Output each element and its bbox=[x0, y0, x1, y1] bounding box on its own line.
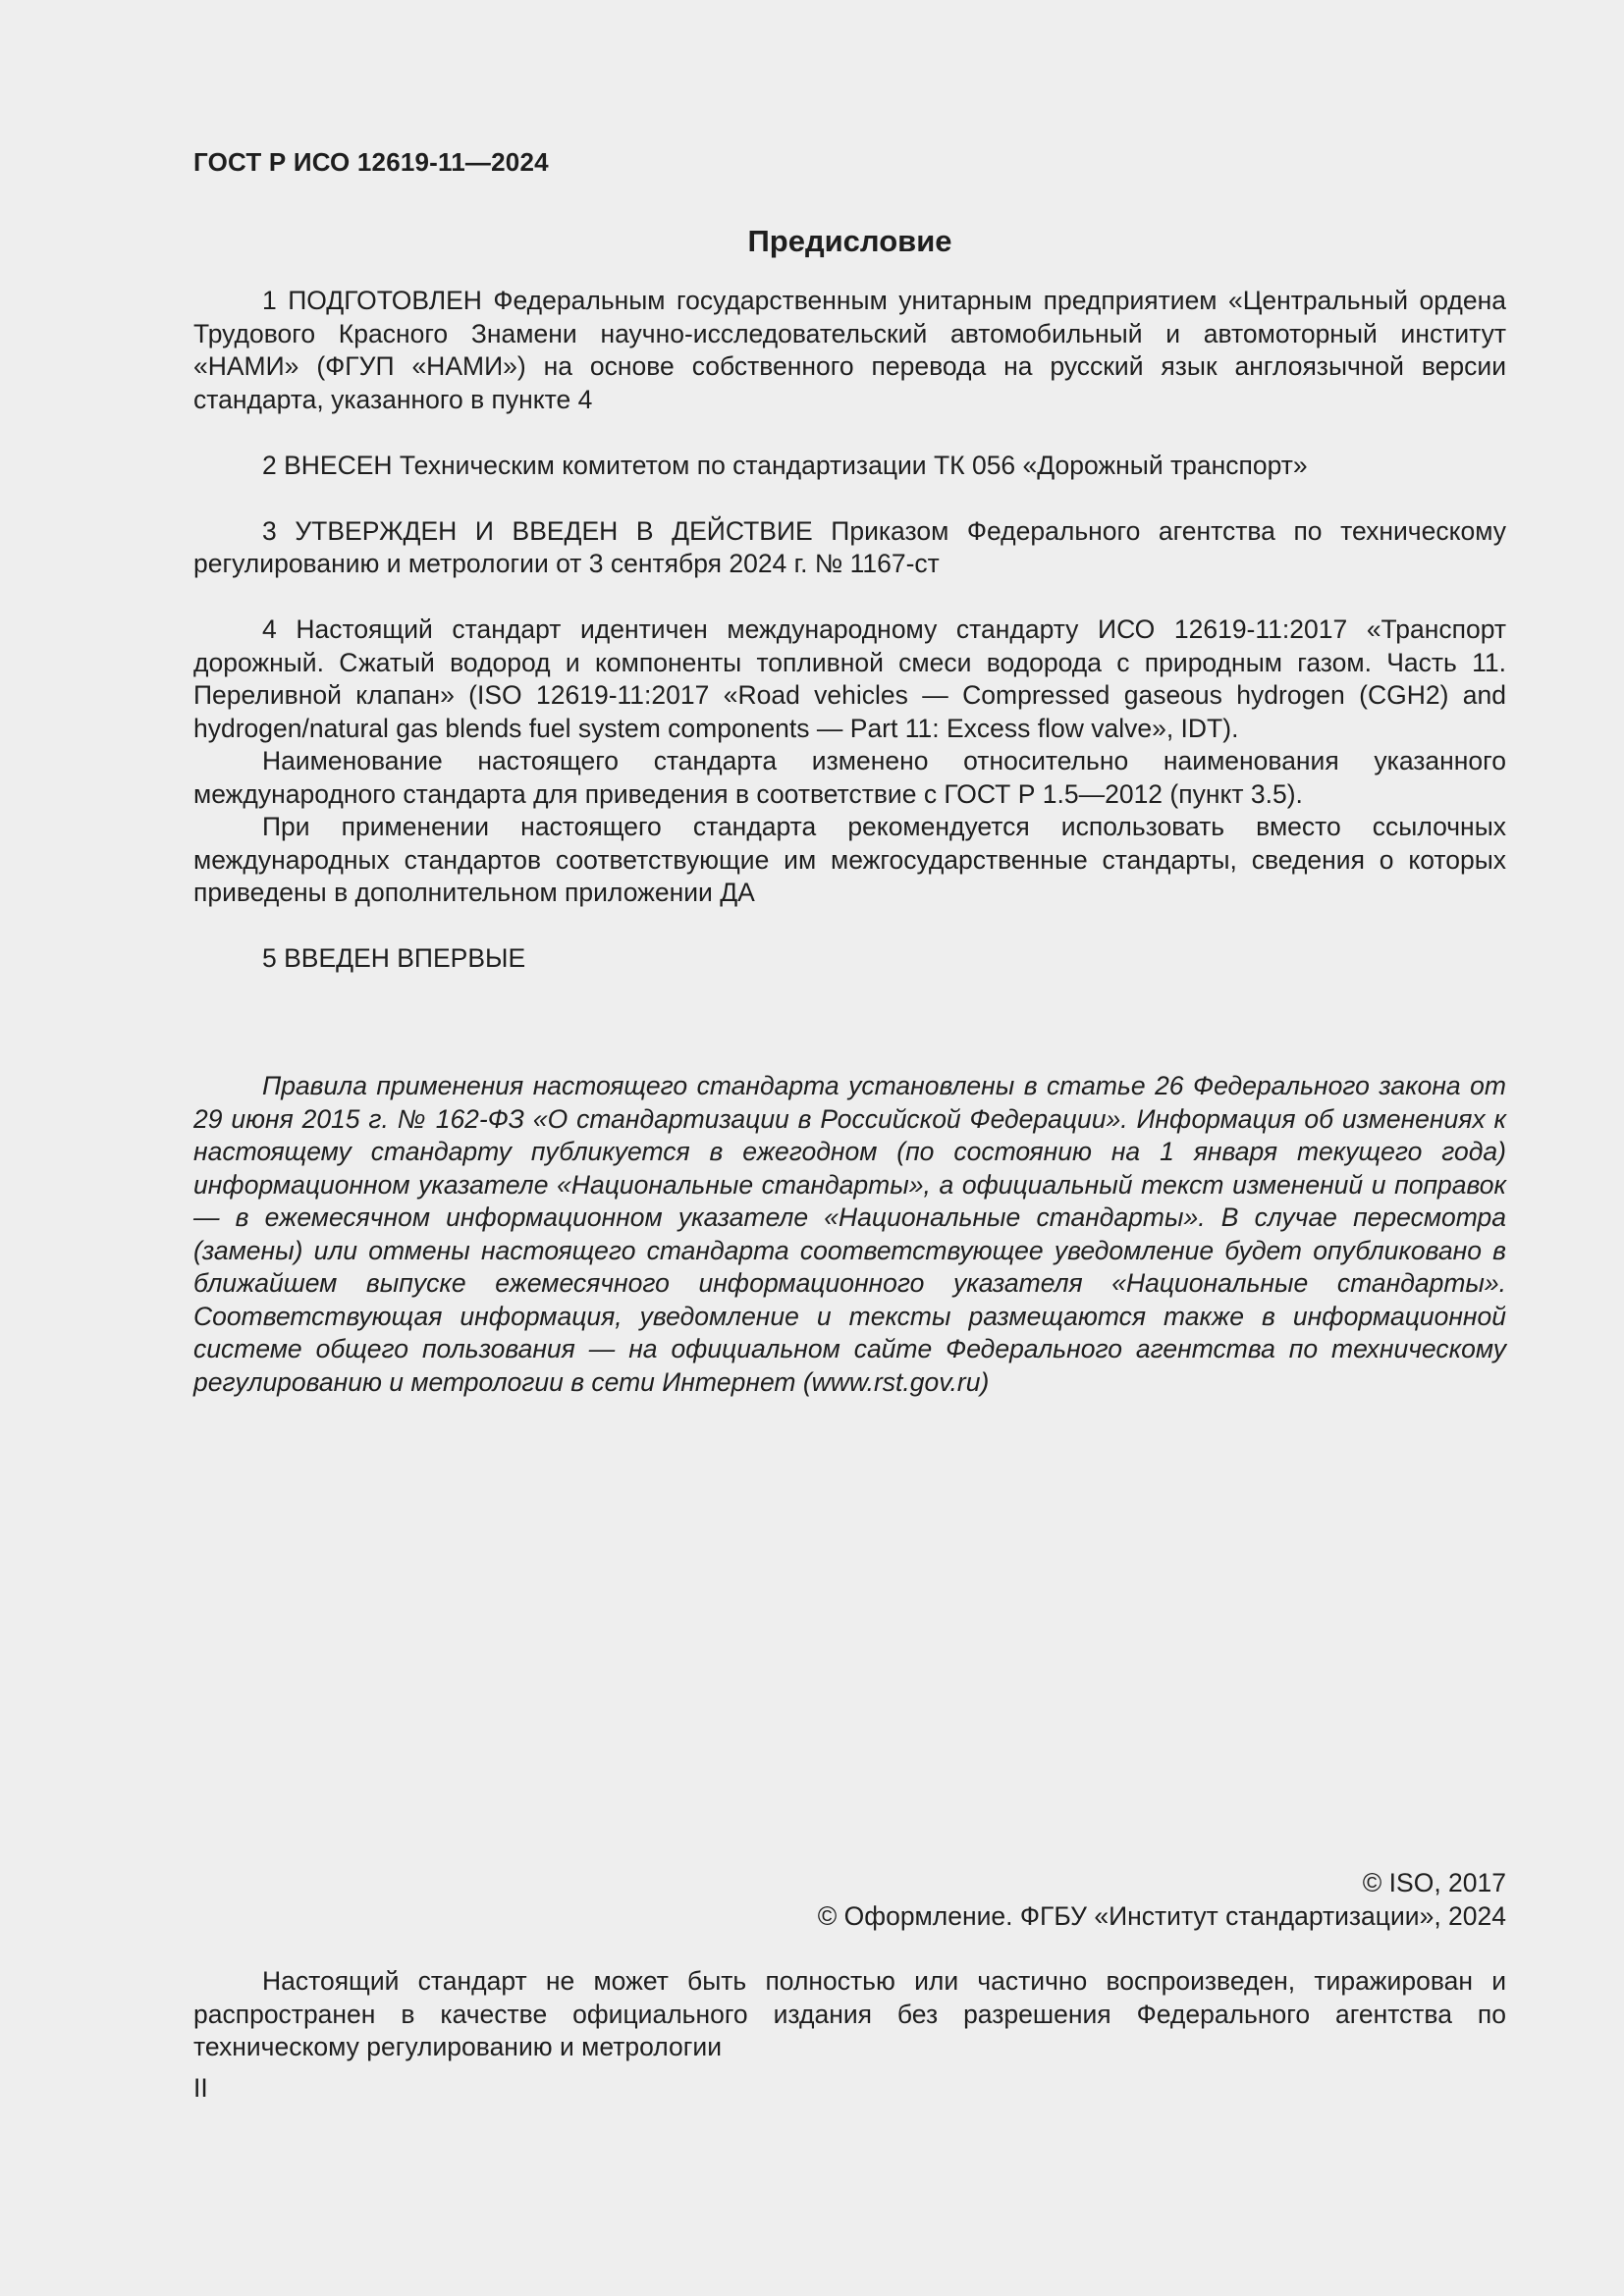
reproduction-notice: Настоящий стандарт не может быть полностью или частично воспроизведен, тиражирован и распространен в качестве официального издания без разрешения Федерального агентства по техническому регулированию и метрологии bbox=[193, 1966, 1506, 2061]
copyright-design: © Оформление. ФГБУ «Институт стандартизации», 2024 bbox=[817, 1900, 1506, 1931]
paragraph-5: 5 ВВЕДЕН ВПЕРВЫЕ bbox=[262, 943, 526, 973]
paragraph-3: 3 УТВЕРЖДЕН И ВВЕДЕН В ДЕЙСТВИЕ Приказом Федерального агентства по техническому регулированию и метрологии от 3 сентября 2024 г. № 1167-ст bbox=[193, 515, 1506, 578]
page-title: Предисловие bbox=[747, 224, 952, 258]
paragraph-4: 4 Настоящий стандарт идентичен международному стандарту ИСО 12619-11:2017 «Транспорт дорожный. Сжатый водород и компоненты топливной смеси водорода с природным газом. Часть 11. Переливной клапан» (ISO 12619-11:2017 «Road vehicles — Compressed gaseous hydrogen (CGH2) and hydrogen/natural gas blends fuel system components — Part 11: Excess flow valve», IDT). bbox=[193, 614, 1506, 743]
copyright-iso: © ISO, 2017 bbox=[1362, 1868, 1506, 1897]
foreword-body bbox=[193, 285, 1506, 976]
paragraph-1: 1 ПОДГОТОВЛЕН Федеральным государственным унитарным предприятием «Центральный ордена Трудового Красного Знамени научно-исследовательский автомобильный и автомоторный институт «НАМИ» (ФГУП «НАМИ») на основе собственного перевода на русский язык англоязычной версии стандарта, указанного в пункте 4 bbox=[193, 286, 1506, 414]
document-header: ГОСТ Р ИСО 12619-11—2024 bbox=[193, 147, 549, 177]
paragraph-2: 2 ВНЕСЕН Техническим комитетом по стандартизации ТК 056 «Дорожный транспорт» bbox=[262, 450, 1308, 480]
page-number: II bbox=[193, 2073, 208, 2103]
copyright-block bbox=[193, 1867, 1506, 1933]
paragraph-4-reference-note: При применении настоящего стандарта рекомендуется использовать вместо ссылочных международных стандартов соответствующие им межгосударственные стандарты, сведения о которых приведены в дополнительном приложении ДА bbox=[193, 812, 1506, 907]
rules-note: Правила применения настоящего стандарта установлены в статье 26 Федерального закона от 29 июня 2015 г. № 162-ФЗ «О стандартизации в Российской Федерации». Информация об изменениях к настоящему стандарту публикуется в ежегодном (по состоянию на 1 января текущего года) информационном указателе «Национальные стандарты», а официальный текст изменений и поправок — в ежемесячном информационном указателе «Национальные стандарты». В случае пересмотра (замены) или отмены настоящего стандарта соответствующее уведомление будет опубликовано в ближайшем выпуске ежемесячного информационного указателя «Национальные стандарты». Соответствующая информация, уведомление и тексты размещаются также в информационной системе общего пользования — на официальном сайте Федерального агентства по техническому регулированию и метрологии в сети Интернет (www.rst.gov.ru) bbox=[193, 1071, 1506, 1397]
paragraph-4-title-note: Наименование настоящего стандарта изменено относительно наименования указанного международного стандарта для приведения в соответствие с ГОСТ Р 1.5—2012 (пункт 3.5). bbox=[193, 746, 1506, 809]
